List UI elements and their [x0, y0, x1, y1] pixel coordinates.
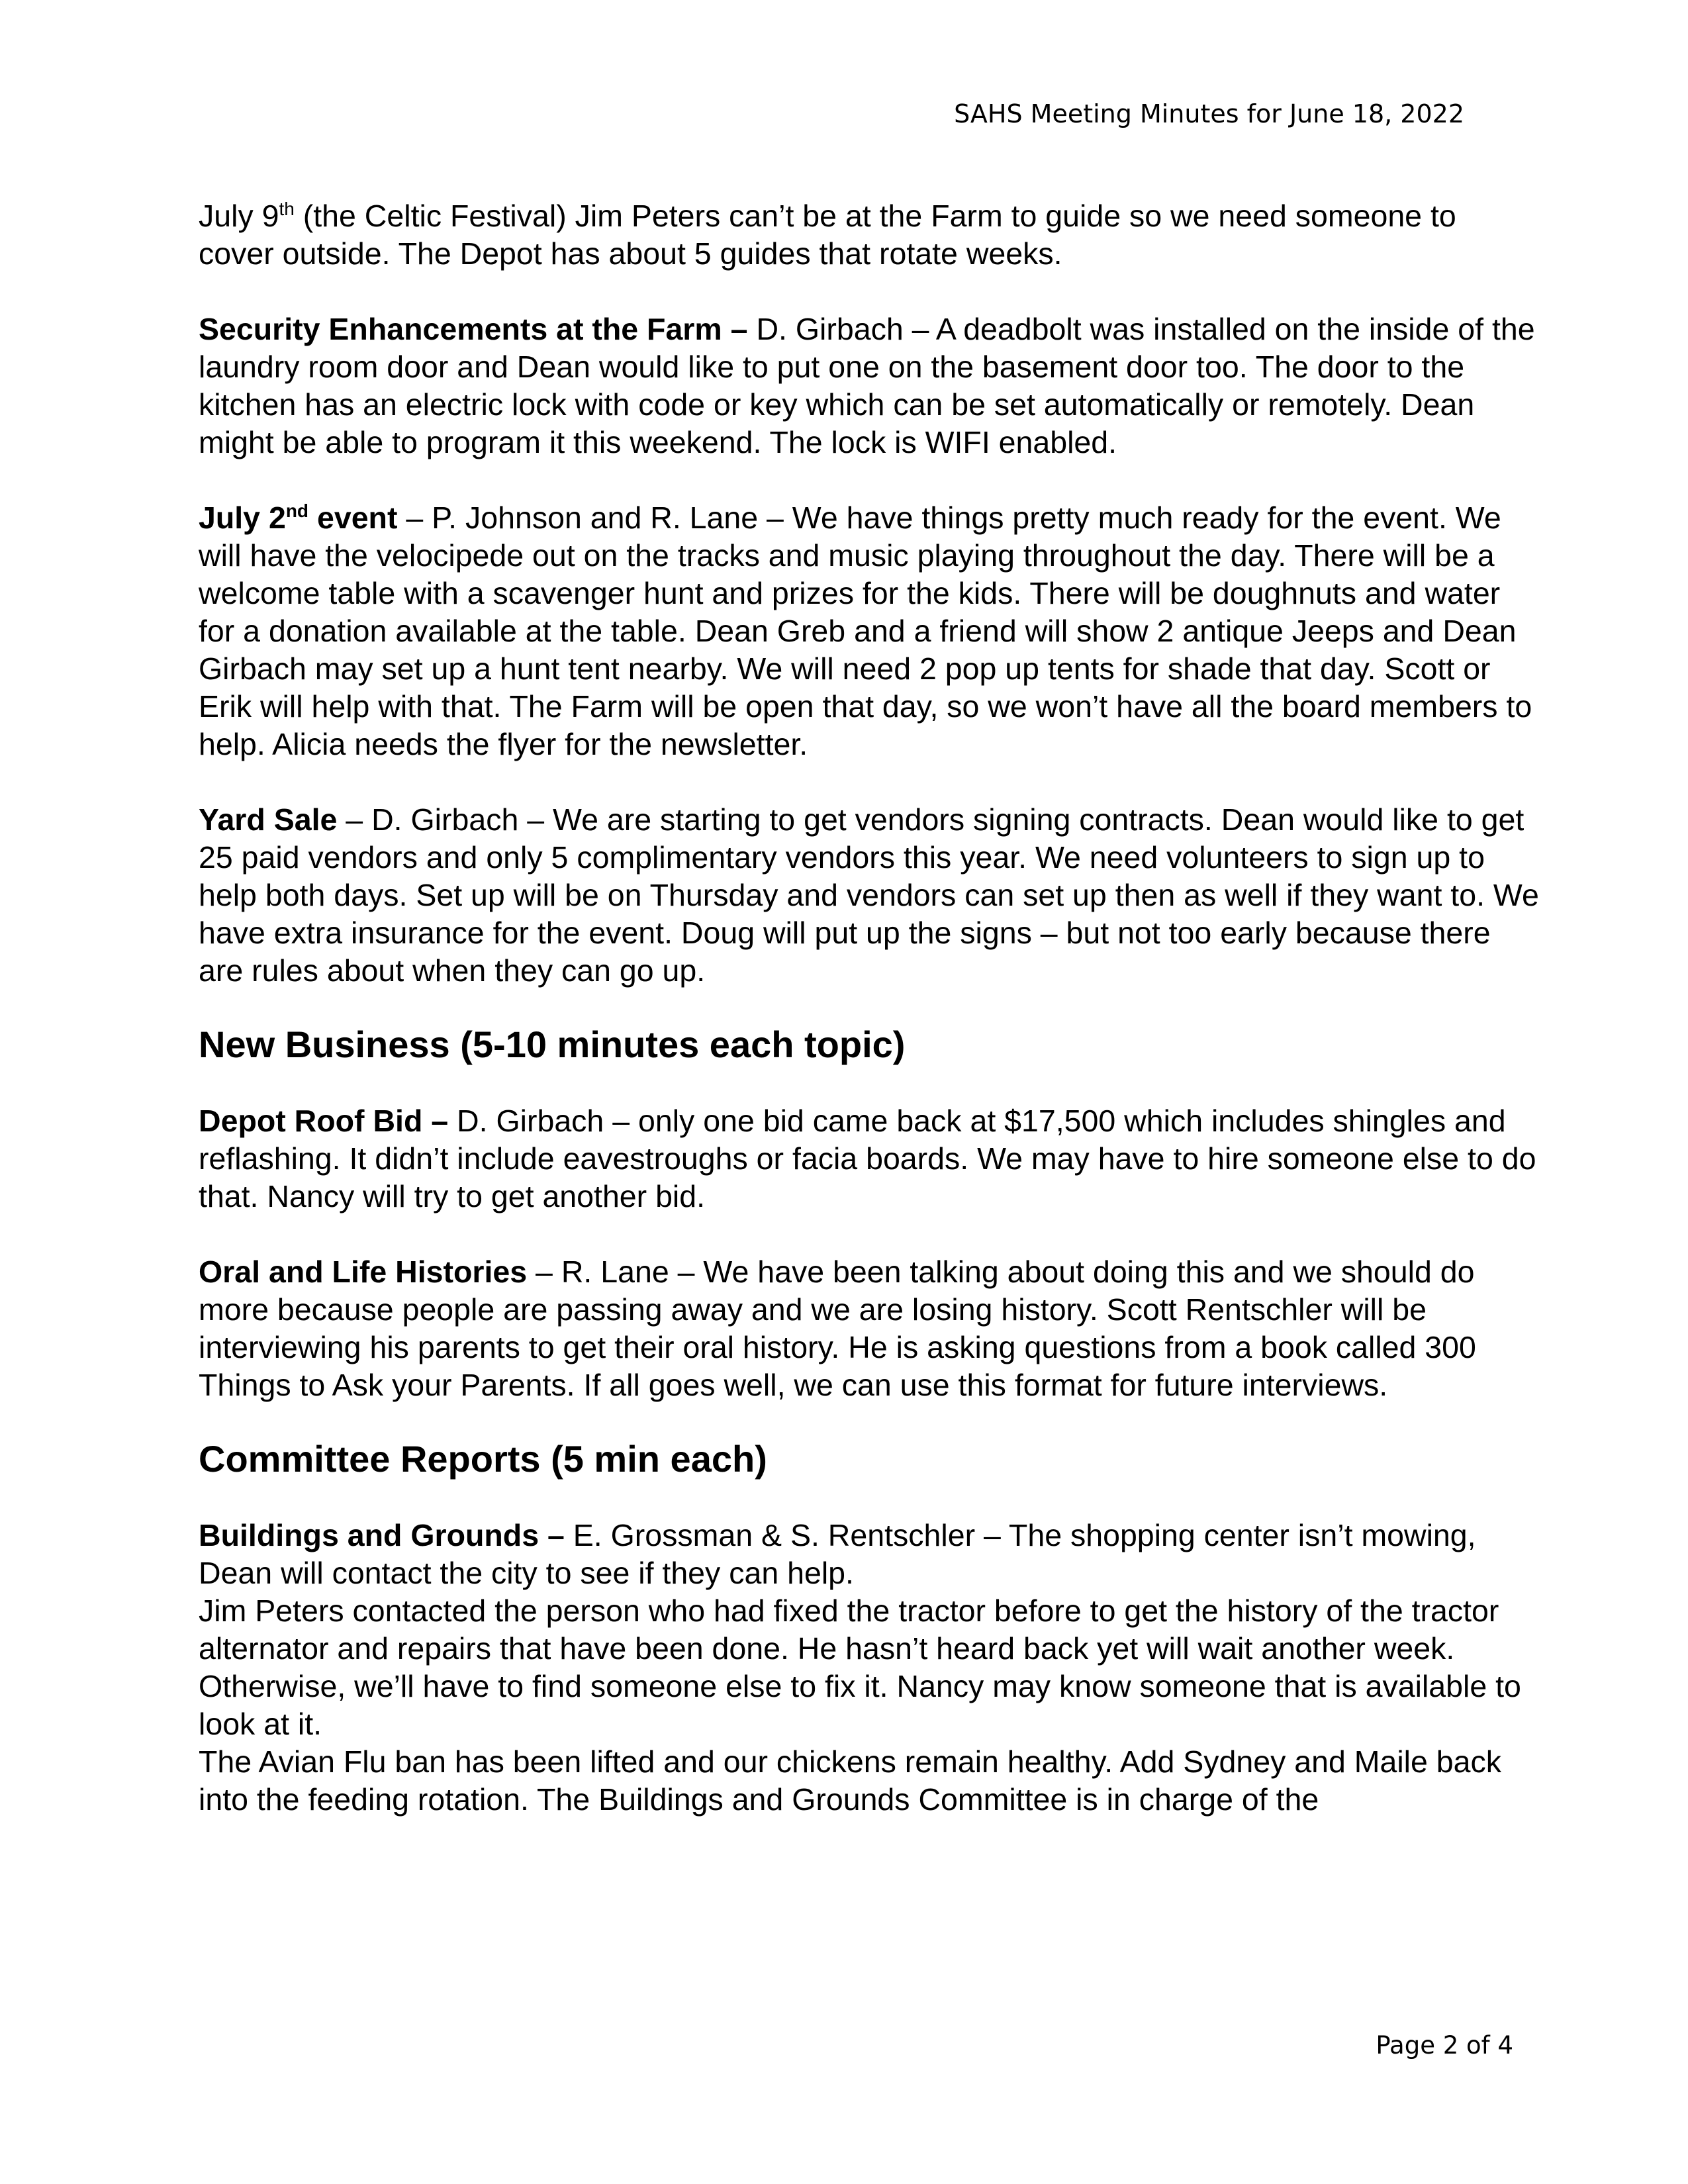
avian-flu-paragraph: The Avian Flu ban has been lifted and our chickens remain healthy. Add Sydney and Maile back into the feeding rotation. The Buildings and Grounds Committee is in charge of the	[199, 1744, 1502, 1817]
page-header: SAHS Meeting Minutes for June 18, 2022	[954, 99, 1464, 128]
july2-text: – P. Johnson and R. Lane – We have things pretty much ready for the event. We will have the velocipede out on the tracks and music playing throughout the day. There will be a welcome table with a scavenger hunt and prizes for the kids. There will be doughnuts and water for a donation available at the table. Dean Greb and a friend will show 2 antique Jeeps and Dean Girbach may set up a hunt tent nearby. We will need 2 pop up tents for shade that day. Scott or Erik will help with that. The Farm will be open that day, so we won’t have all the board members to help. Alicia needs the flyer for the newsletter.	[199, 500, 1532, 761]
oral-histories-paragraph	[199, 1253, 1539, 1404]
committee-reports-heading: Committee Reports (5 min each)	[199, 1438, 767, 1480]
celtic-festival-paragraph	[199, 197, 1539, 273]
yard-sale-paragraph	[199, 801, 1539, 990]
page-number: Page 2 of 4	[1376, 2031, 1513, 2060]
yard-sale-heading: Yard Sale	[199, 802, 338, 837]
oral-histories-heading: Oral and Life Histories	[199, 1255, 528, 1289]
text-run: (the Celtic Festival) Jim Peters can’t be at the Farm to guide so we need someone to cover outside. The Depot has about 5 guides that rotate weeks.	[199, 199, 1456, 271]
yard-sale-text: – D. Girbach – We are starting to get vendors signing contracts. Dean would like to get 25 paid vendors and only 5 complimentary vendors this year. We need volunteers to sign up to help both days. Set up will be on Thursday and vendors can set up then as well if they want to. We have extra insurance for the event. Doug will put up the signs – but not too early because there are rules about when they can go up.	[199, 802, 1539, 988]
text-run: July 2	[199, 500, 286, 535]
security-text: D. Girbach – A deadbolt was installed on the inside of the laundry room door and Dean would like to put one on the basement door too. The door to the kitchen has an electric lock with code or key which can be set automatically or remotely. Dean might be able to program it this weekend. The lock is WIFI enabled.	[199, 312, 1535, 459]
document-body	[199, 197, 1539, 1819]
security-paragraph	[199, 310, 1539, 461]
buildings-text: E. Grossman & S. Rentschler – The shopping center isn’t mowing, Dean will contact the city to see if they can help.	[199, 1518, 1476, 1590]
depot-roof-paragraph	[199, 1102, 1539, 1215]
superscript: nd	[285, 500, 309, 521]
text-run: event	[308, 500, 398, 535]
superscript: th	[279, 199, 295, 219]
depot-roof-heading: Depot Roof Bid –	[199, 1104, 449, 1138]
new-business-heading: New Business (5-10 minutes each topic)	[199, 1023, 906, 1065]
buildings-paragraph	[199, 1517, 1539, 1592]
july2-paragraph	[199, 499, 1539, 763]
buildings-heading: Buildings and Grounds –	[199, 1518, 565, 1552]
tractor-paragraph: Jim Peters contacted the person who had fixed the tractor before to get the history of the tractor alternator and repairs that have been done. He hasn’t heard back yet will wait another week. Otherwise, we’ll have to find someone else to fix it. Nancy may know someone that is available to look at it.	[199, 1593, 1521, 1741]
depot-roof-text: D. Girbach – only one bid came back at $17,500 which includes shingles and reflashing. It didn’t include eavestroughs or facia boards. We may have to hire someone else to do that. Nancy will try to get another bid.	[199, 1104, 1536, 1213]
text-run: July 9	[199, 199, 279, 233]
security-heading: Security Enhancements at the Farm –	[199, 312, 748, 346]
july2-heading	[199, 500, 397, 535]
oral-histories-text: – R. Lane – We have been talking about doing this and we should do more because people are passing away and we are losing history. Scott Rentschler will be interviewing his parents to get their oral history. He is asking questions from a book called 300 Things to Ask your Parents. If all goes well, we can use this format for future interviews.	[199, 1255, 1476, 1402]
